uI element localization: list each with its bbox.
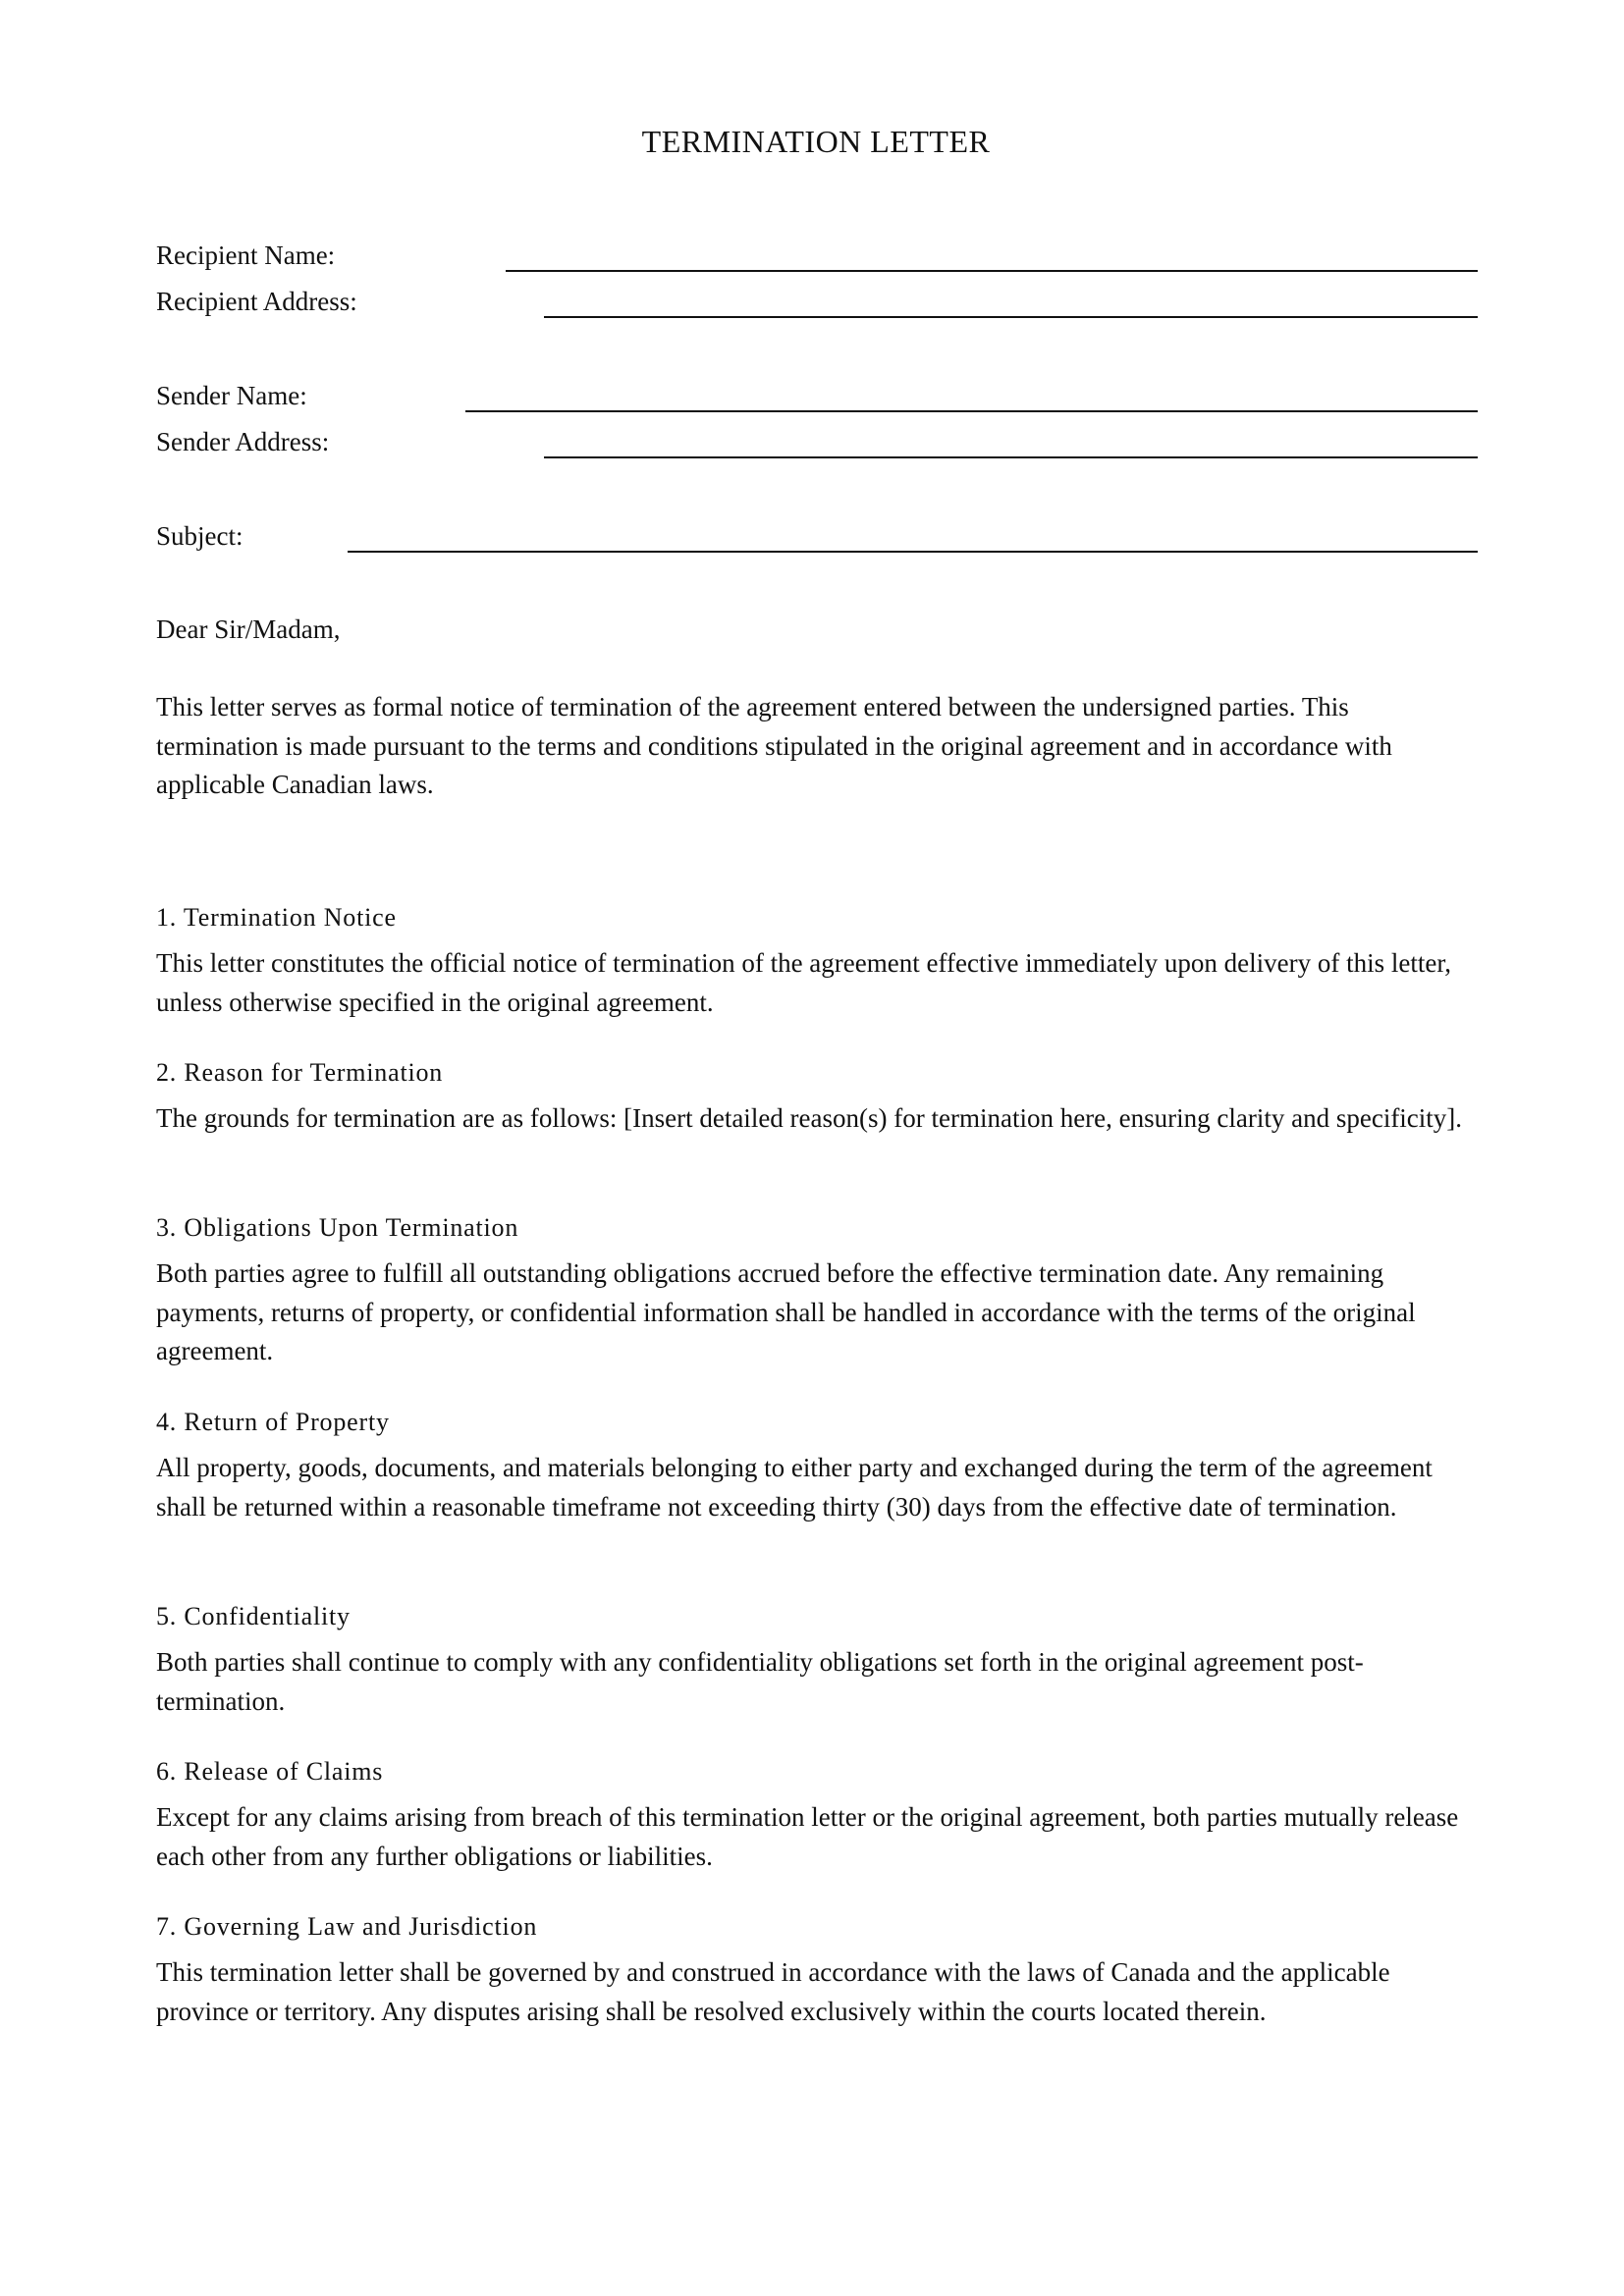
sender-address-label: Sender Address: [156, 427, 330, 456]
section-body: The grounds for termination are as follows: [Insert detailed reason(s) for termination here, ensuring clarity and specificity]. [156, 1103, 1463, 1133]
section-body: Except for any claims arising from breach of this termination letter or the original agreement, both parties mutually release each other from any further obligations or liabilities. [156, 1802, 1459, 1871]
section-body: Both parties shall continue to comply with any confidentiality obligations set forth in the original agreement post-termination. [156, 1647, 1364, 1716]
recipient-address-line[interactable] [544, 316, 1478, 318]
sender-address-field[interactable] [156, 422, 1478, 461]
recipient-name-line[interactable] [506, 270, 1478, 272]
section-heading: 5. Confidentiality [156, 1602, 351, 1630]
section-body: This letter constitutes the official notice of termination of the agreement effective immediately upon delivery of this letter, unless otherwise specified in the original agreement. [156, 948, 1451, 1017]
subject-label: Subject: [156, 521, 244, 551]
section-reason-for-termination [156, 1053, 1482, 1139]
recipient-name-label: Recipient Name: [156, 240, 336, 270]
section-obligations-upon-termination [156, 1208, 1482, 1371]
section-heading: 6. Release of Claims [156, 1757, 384, 1786]
section-heading: 4. Return of Property [156, 1408, 390, 1436]
section-body: Both parties agree to fulfill all outstanding obligations accrued before the effective termination date. Any remaining payments, returns of property, or confidential information shall be handled in accordance with the terms of the original agreement. [156, 1258, 1416, 1365]
subject-field[interactable] [156, 516, 1478, 556]
section-confidentiality [156, 1597, 1482, 1721]
document-title: TERMINATION LETTER [641, 124, 991, 159]
section-body: All property, goods, documents, and materials belonging to either party and exchanged during the term of the agreement shall be returned within a reasonable timeframe not exceeding thirty (30) days from the effective date of termination. [156, 1453, 1433, 1522]
section-release-of-claims [156, 1752, 1482, 1876]
sender-name-label: Sender Name: [156, 381, 307, 410]
recipient-address-label: Recipient Address: [156, 287, 357, 316]
sender-name-line[interactable] [465, 410, 1478, 412]
section-governing-law [156, 1907, 1482, 2031]
section-body: This termination letter shall be governed by and construed in accordance with the laws of Canada and the applicable province or territory. Any disputes arising shall be resolved exclusively within the courts located therein. [156, 1957, 1390, 2026]
salutation: Dear Sir/Madam, [156, 614, 341, 644]
sender-address-line[interactable] [544, 456, 1478, 458]
section-heading: 3. Obligations Upon Termination [156, 1213, 519, 1242]
section-heading: 2. Reason for Termination [156, 1058, 444, 1087]
section-termination-notice [156, 898, 1482, 1022]
recipient-name-field[interactable] [156, 236, 1478, 275]
section-return-of-property [156, 1403, 1482, 1526]
intro-paragraph: This letter serves as formal notice of termination of the agreement entered between the undersigned parties. This termination is made pursuant to the terms and conditions stipulated in the original agreement and in accordance with applicable Canadian laws. [156, 692, 1392, 799]
section-heading: 7. Governing Law and Jurisdiction [156, 1912, 538, 1941]
section-heading: 1. Termination Notice [156, 903, 397, 932]
sender-name-field[interactable] [156, 376, 1478, 415]
recipient-address-field[interactable] [156, 282, 1478, 321]
subject-line[interactable] [348, 551, 1478, 553]
